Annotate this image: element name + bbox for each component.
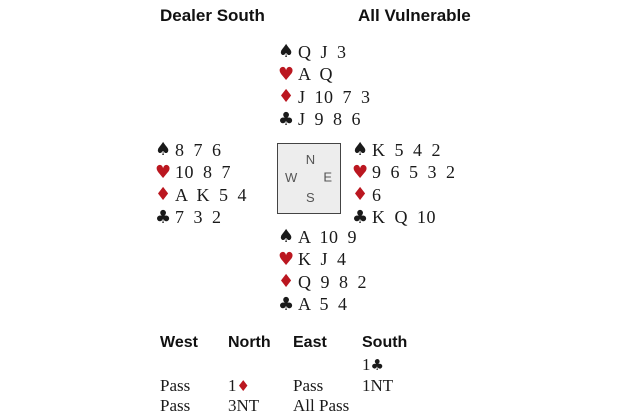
auction-bid-r1-north bbox=[228, 355, 293, 376]
diamond-icon: ♦ bbox=[278, 86, 295, 108]
auction-bid-r2-south: 1NT bbox=[362, 376, 394, 395]
west-clubs-row bbox=[155, 207, 247, 230]
east-hearts-cards: 9 6 5 3 2 bbox=[372, 162, 456, 183]
south-diamonds-cards: Q 9 8 2 bbox=[298, 271, 367, 292]
diamond-icon: ♦ bbox=[155, 184, 172, 206]
east-hearts-row bbox=[352, 162, 456, 185]
west-hearts-cards: 10 8 7 bbox=[175, 162, 231, 183]
club-icon: ♣ bbox=[278, 108, 295, 130]
club-icon: ♣ bbox=[352, 206, 369, 228]
spade-icon: ♠ bbox=[278, 41, 295, 63]
club-icon: ♣ bbox=[155, 206, 172, 228]
west-diamonds-row bbox=[155, 184, 247, 207]
south-clubs-cards: A 5 4 bbox=[298, 294, 348, 315]
east-hand bbox=[352, 139, 456, 229]
auction-bid-r1-east bbox=[293, 355, 362, 376]
spade-icon: ♠ bbox=[155, 139, 172, 161]
west-spades-cards: 8 7 6 bbox=[175, 139, 222, 160]
compass-north-label: N bbox=[305, 152, 316, 167]
south-hand bbox=[278, 226, 367, 316]
auction-table bbox=[160, 334, 442, 413]
heart-icon: ♥ bbox=[278, 63, 295, 85]
north-hearts-cards: A Q bbox=[298, 64, 334, 85]
heart-icon: ♥ bbox=[278, 248, 295, 270]
south-diamonds-row bbox=[278, 271, 367, 294]
auction-bid-r3-north: 3NT bbox=[228, 396, 260, 413]
vulnerability-label: All Vulnerable bbox=[358, 6, 471, 25]
east-diamonds-row bbox=[352, 184, 456, 207]
west-hand bbox=[155, 139, 247, 229]
auction-bid-r2-north: 1♦ bbox=[228, 376, 250, 395]
east-clubs-row bbox=[352, 207, 456, 230]
auction-bid-r1-south: 1♣ bbox=[362, 355, 384, 374]
south-spades-cards: A 10 9 bbox=[298, 226, 358, 247]
compass-box bbox=[277, 143, 341, 214]
auction-bid-r2-west: Pass bbox=[160, 376, 191, 395]
auction-header-south: South bbox=[362, 334, 408, 351]
west-hearts-row bbox=[155, 162, 247, 185]
west-spades-row bbox=[155, 139, 247, 162]
auction-header-west: West bbox=[160, 334, 198, 351]
north-hand bbox=[278, 41, 371, 131]
auction-bid-r2-east: Pass bbox=[293, 376, 324, 395]
south-spades-row bbox=[278, 226, 367, 249]
north-clubs-row bbox=[278, 109, 371, 132]
club-icon: ♣ bbox=[370, 356, 384, 374]
auction-header-east: East bbox=[293, 334, 327, 351]
auction-bid-r3-east: All Pass bbox=[293, 396, 350, 413]
compass-south-label: S bbox=[305, 190, 315, 205]
north-diamonds-row bbox=[278, 86, 371, 109]
auction-bid-r1-west bbox=[160, 355, 228, 376]
east-spades-cards: K 5 4 2 bbox=[372, 139, 441, 160]
auction-header-north: North bbox=[228, 334, 271, 351]
compass-west-label: W bbox=[285, 169, 298, 185]
north-diamonds-cards: J 10 7 3 bbox=[298, 86, 371, 107]
diamond-icon: ♦ bbox=[352, 184, 369, 206]
north-hearts-row bbox=[278, 64, 371, 87]
north-spades-row bbox=[278, 41, 371, 64]
north-spades-cards: Q J 3 bbox=[298, 41, 347, 62]
dealer-label: Dealer South bbox=[160, 6, 265, 25]
west-clubs-cards: 7 3 2 bbox=[175, 207, 222, 228]
east-clubs-cards: K Q 10 bbox=[372, 207, 436, 228]
heart-icon: ♥ bbox=[155, 161, 172, 183]
compass-east-label: E bbox=[323, 169, 332, 185]
heart-icon: ♥ bbox=[352, 161, 369, 183]
south-hearts-cards: K J 4 bbox=[298, 249, 347, 270]
spade-icon: ♠ bbox=[278, 226, 295, 248]
east-diamonds-cards: 6 bbox=[372, 184, 382, 205]
club-icon: ♣ bbox=[278, 293, 295, 315]
south-hearts-row bbox=[278, 249, 367, 272]
auction-bid-r3-south bbox=[362, 396, 442, 413]
east-spades-row bbox=[352, 139, 456, 162]
north-clubs-cards: J 9 8 6 bbox=[298, 109, 362, 130]
auction-bid-r3-west: Pass bbox=[160, 396, 191, 413]
spade-icon: ♠ bbox=[352, 139, 369, 161]
west-diamonds-cards: A K 5 4 bbox=[175, 184, 248, 205]
diamond-icon: ♦ bbox=[278, 271, 295, 293]
diamond-icon: ♦ bbox=[236, 377, 250, 395]
south-clubs-row bbox=[278, 294, 367, 317]
